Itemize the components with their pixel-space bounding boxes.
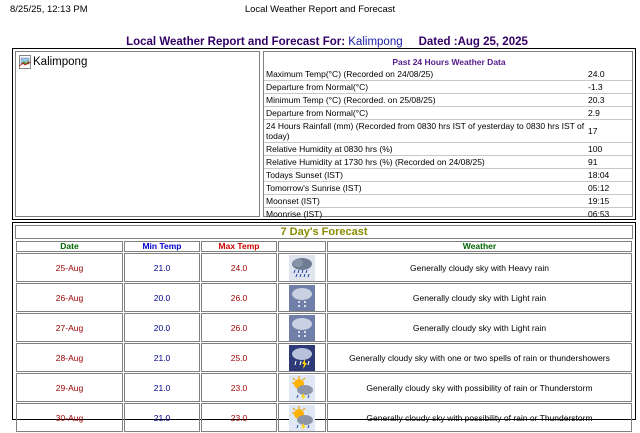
heavy-rain-icon (289, 255, 315, 281)
forecast-min-temp: 20.0 (124, 313, 200, 342)
header-icon (278, 241, 326, 252)
forecast-icon-cell (278, 253, 326, 282)
row-value: 24.0 (588, 69, 605, 79)
forecast-icon-cell (278, 283, 326, 312)
report-title-prefix: Local Weather Report and Forecast For: (126, 36, 346, 48)
row-value: 20.3 (588, 95, 605, 105)
header-date: Date (16, 241, 123, 252)
forecast-max-temp: 23.0 (201, 373, 277, 402)
row-label: Relative Humidity at 1730 hrs (%) (Recorded on 24/08/25) (266, 157, 485, 167)
row-label: Moonset (IST) (266, 196, 320, 206)
row-label: Departure from Normal(°C) (266, 82, 369, 92)
forecast-weather-text: Generally cloudy sky with Heavy rain (327, 253, 632, 282)
report-date: Dated :Aug 25, 2025 (418, 36, 528, 48)
forecast-header-row (16, 241, 632, 252)
past-24h-rows (264, 68, 632, 220)
forecast-max-temp: 23.0 (201, 403, 277, 432)
forecast-icon-cell (278, 373, 326, 402)
report-location: Kalimpong (348, 36, 403, 48)
row-value: 06:53 (588, 209, 610, 219)
location-image-alt-text: Kalimpong (33, 56, 88, 68)
forecast-max-temp: 26.0 (201, 313, 277, 342)
data-row-moonset (264, 195, 632, 208)
header-max-temp: Max Temp (201, 241, 277, 252)
forecast-date: 30-Aug (16, 403, 123, 432)
forecast-weather-text: Generally cloudy sky with Light rain (327, 313, 632, 342)
row-value: 05:12 (588, 183, 610, 193)
row-label: Todays Sunset (IST) (266, 170, 344, 180)
row-value: -1.3 (588, 82, 603, 92)
forecast-min-temp: 21.0 (124, 373, 200, 402)
forecast-weather-text: Generally cloudy sky with possibility of rain or Thunderstorm (327, 373, 632, 402)
forecast-min-temp: 21.0 (124, 403, 200, 432)
data-row-max-temp (264, 68, 632, 81)
row-label: Minimum Temp (°C) (Recorded. on 25/08/25) (266, 95, 436, 105)
past-24h-title: Past 24 Hours Weather Data (392, 57, 506, 67)
forecast-weather-text: Generally cloudy sky with possibility of rain or Thunderstorm (327, 403, 632, 432)
forecast-min-temp: 20.0 (124, 283, 200, 312)
current-weather-panel (12, 48, 636, 220)
forecast-title: 7 Day's Forecast (15, 225, 633, 239)
light-rain-icon (289, 315, 315, 341)
row-label: 24 Hours Rainfall (mm) (Recorded from 0830 hrs IST of yesterday to 0830 hrs IST of today) (266, 121, 585, 141)
row-label: Relative Humidity at 0830 hrs (%) (266, 144, 393, 154)
row-value: 2.9 (588, 108, 600, 118)
location-image-cell (15, 51, 260, 217)
forecast-min-temp: 21.0 (124, 343, 200, 372)
forecast-date: 29-Aug (16, 373, 123, 402)
report-title (0, 36, 640, 48)
row-value: 19:15 (588, 196, 610, 206)
forecast-min-temp: 21.0 (124, 253, 200, 282)
forecast-weather-text: Generally cloudy sky with Light rain (327, 283, 632, 312)
row-value: 100 (588, 144, 603, 154)
header-weather: Weather (327, 241, 632, 252)
forecast-icon-cell (278, 403, 326, 432)
forecast-date: 27-Aug (16, 313, 123, 342)
forecast-table (15, 240, 633, 433)
forecast-max-temp: 26.0 (201, 283, 277, 312)
row-label: Departure from Normal(°C) (266, 108, 369, 118)
forecast-weather-text: Generally cloudy sky with one or two spells of rain or thundershowers (327, 343, 632, 372)
broken-image-icon (19, 55, 31, 69)
forecast-icon-cell (278, 343, 326, 372)
row-label: Moonrise (IST) (266, 209, 323, 219)
data-row-sunset (264, 169, 632, 182)
header-min-temp: Min Temp (124, 241, 200, 252)
data-row-rainfall (264, 120, 632, 143)
sun-cloud-rain-icon (289, 375, 315, 401)
data-row-sunrise (264, 182, 632, 195)
data-row-humidity-0830 (264, 143, 632, 156)
forecast-date: 26-Aug (16, 283, 123, 312)
forecast-max-temp: 25.0 (201, 343, 277, 372)
table-row (16, 403, 632, 432)
row-value: 18:04 (588, 170, 610, 180)
forecast-max-temp: 24.0 (201, 253, 277, 282)
forecast-date: 28-Aug (16, 343, 123, 372)
data-row-moonrise (264, 208, 632, 220)
print-page-title: Local Weather Report and Forecast (244, 4, 396, 15)
print-timestamp: 8/25/25, 12:13 PM (10, 4, 88, 15)
data-row-min-temp (264, 94, 632, 107)
data-row-min-departure (264, 107, 632, 120)
thunderstorm-icon (289, 345, 315, 371)
row-value: 17 (588, 126, 598, 136)
sun-cloud-rain-icon (289, 405, 315, 431)
table-row (16, 343, 632, 372)
table-row (16, 283, 632, 312)
past-24h-data (263, 51, 633, 217)
row-label: Tomorrow's Sunrise (IST) (266, 183, 362, 193)
data-row-max-departure (264, 81, 632, 94)
data-row-humidity-1730 (264, 156, 632, 169)
row-value: 91 (588, 157, 598, 167)
forecast-icon-cell (278, 313, 326, 342)
table-row (16, 313, 632, 342)
table-row (16, 373, 632, 402)
forecast-date: 25-Aug (16, 253, 123, 282)
light-rain-icon (289, 285, 315, 311)
table-row (16, 253, 632, 282)
seven-day-forecast-panel (12, 222, 636, 423)
row-label: Maximum Temp(°C) (Recorded on 24/08/25) (266, 69, 434, 79)
location-image (19, 55, 87, 69)
print-header (0, 3, 640, 17)
